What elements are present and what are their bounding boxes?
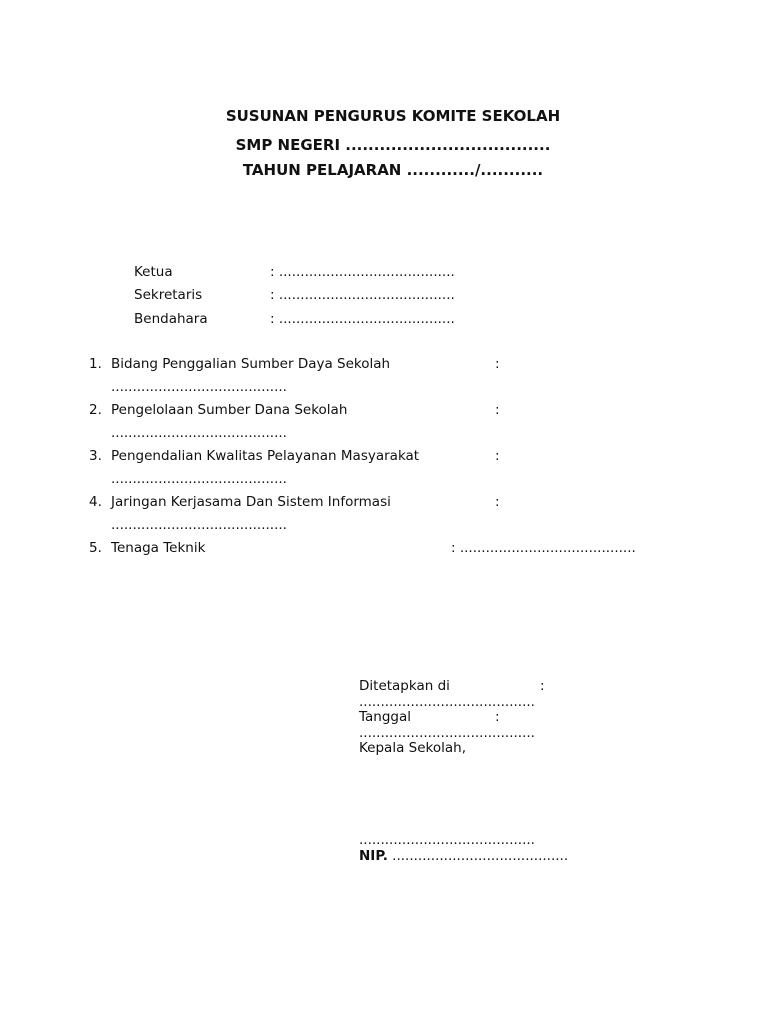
signature-date-value: ......................................... [359,725,535,741]
officer-value-ketua: : ......................................... [270,264,455,280]
field-label-3: Pengendalian Kwalitas Pelayanan Masyarakat [111,448,420,464]
field-value-5: : ......................................... [451,540,636,556]
nip-label: NIP. [359,848,388,864]
field-colon-3: : [495,448,500,464]
signature-place-value: ......................................... [359,694,535,710]
academic-year-line: TAHUN PELAJARAN ............/........... [242,161,544,179]
signature-place-colon: : [540,678,545,694]
field-number-4: 4. [89,494,102,510]
field-value-1: ......................................... [111,379,287,395]
school-name-line: SMP NEGERI .................................... [235,136,551,154]
officer-label-bendahara: Bendahara [134,311,208,327]
officer-value-sekretaris: : ......................................... [270,287,455,303]
field-colon-1: : [495,356,500,372]
signature-position: Kepala Sekolah, [359,740,466,756]
signature-date-colon: : [495,709,500,725]
nip-value: ......................................... [392,848,569,864]
document-title: SUSUNAN PENGURUS KOMITE SEKOLAH [225,107,561,125]
field-colon-2: : [495,402,500,418]
field-value-3: ......................................... [111,471,287,487]
signature-place-label: Ditetapkan di [359,678,450,694]
field-colon-4: : [495,494,500,510]
officer-label-ketua: Ketua [134,264,173,280]
field-number-3: 3. [89,448,102,464]
field-value-4: ......................................... [111,517,287,533]
field-label-2: Pengelolaan Sumber Dana Sekolah [111,402,348,418]
field-label-5: Tenaga Teknik [111,540,206,556]
officer-value-bendahara: : ......................................... [270,311,455,327]
field-number-5: 5. [89,540,102,556]
field-number-1: 1. [89,356,102,372]
field-number-2: 2. [89,402,102,418]
signature-date-label: Tanggal [359,709,412,725]
field-value-2: ......................................... [111,425,287,441]
field-label-1: Bidang Penggalian Sumber Daya Sekolah [111,356,391,372]
signature-name-line: ......................................... [359,832,535,848]
officer-label-sekretaris: Sekretaris [134,287,203,303]
field-label-4: Jaringan Kerjasama Dan Sistem Informasi [111,494,391,510]
nip-line [359,848,568,864]
